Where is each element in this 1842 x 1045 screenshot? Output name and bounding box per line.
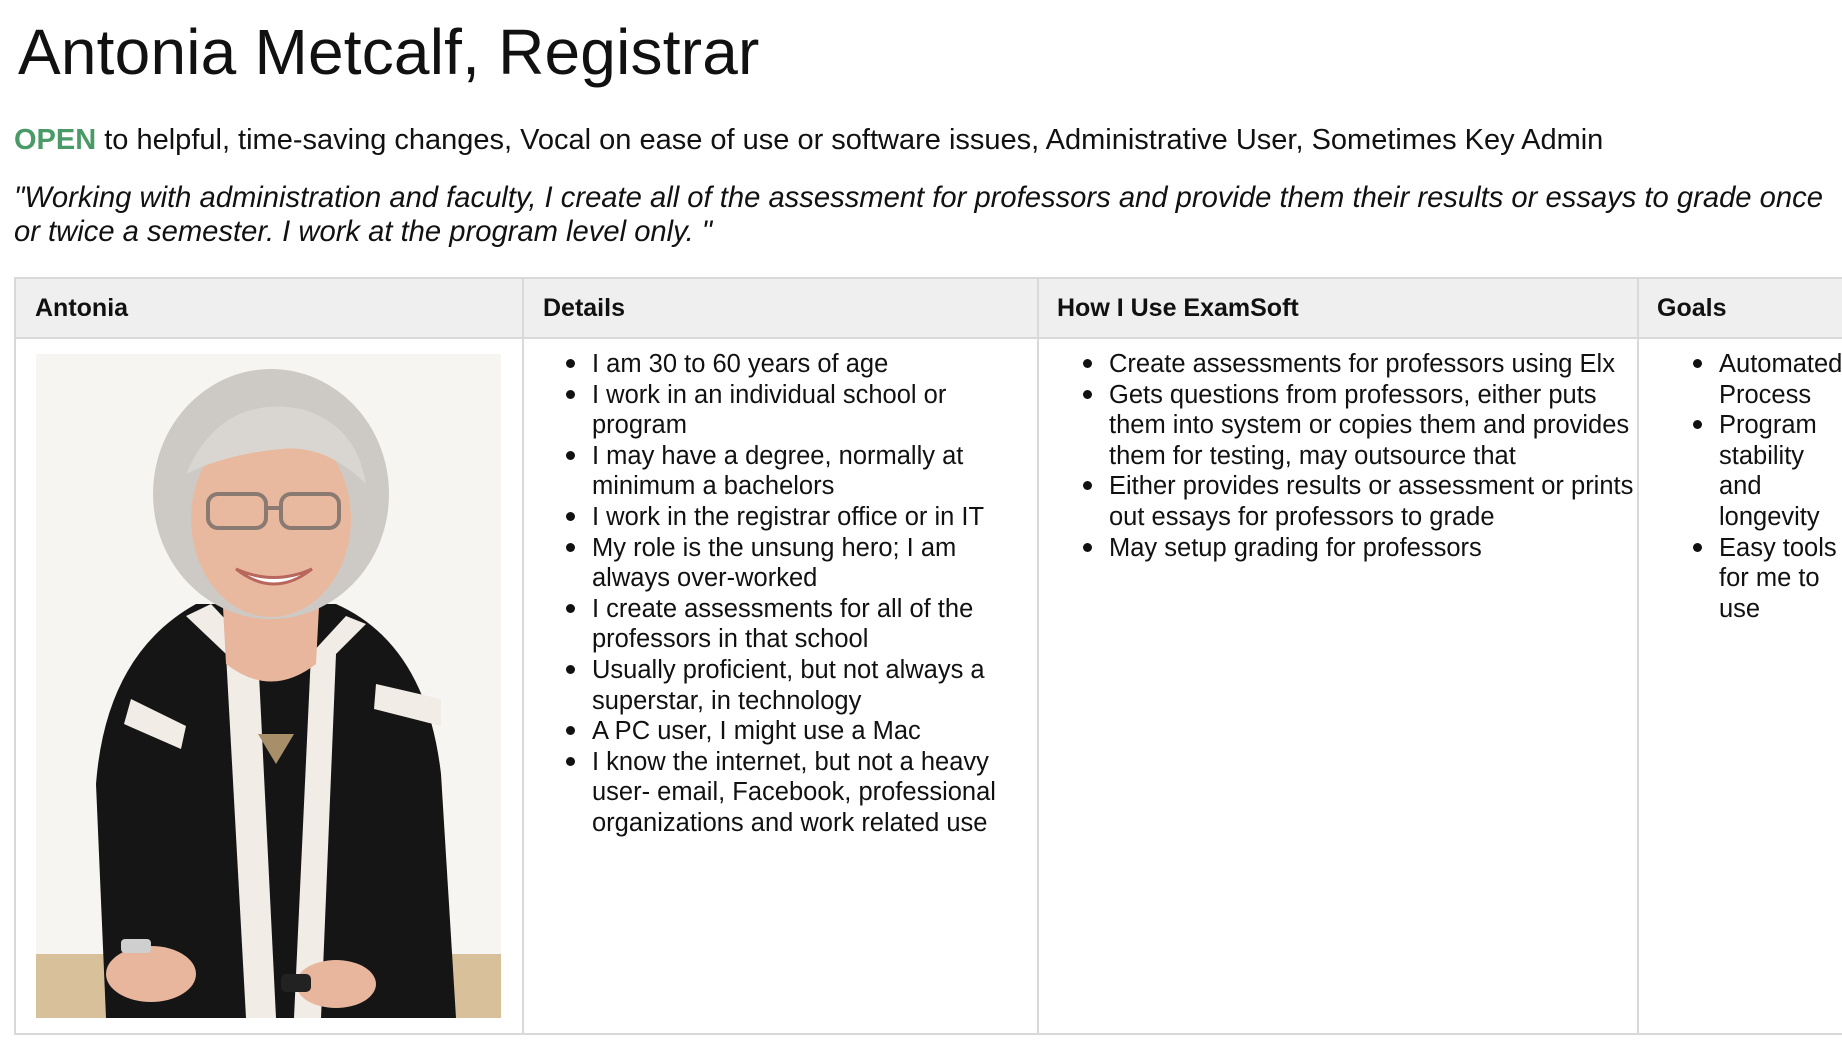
- list-item: Create assessments for professors using Elx: [1109, 349, 1634, 380]
- usage-column-header: How I Use ExamSoft: [1039, 279, 1637, 339]
- list-item: May setup grading for professors: [1109, 533, 1634, 564]
- list-item: I know the internet, but not a heavy user- email, Facebook, professional organizations and work related use: [592, 747, 1032, 839]
- list-item: My role is the unsung hero; I am always over-worked: [592, 533, 1032, 594]
- goals-column-header: Goals: [1639, 279, 1842, 339]
- details-list: [592, 349, 1032, 839]
- traits-text: to helpful, time-saving changes, Vocal on ease of use or software issues, Administrative User, Sometimes Key Admin: [96, 124, 1604, 156]
- open-keyword: OPEN: [14, 124, 97, 156]
- list-item: A PC user, I might use a Mac: [592, 716, 1032, 747]
- usage-list: [1109, 349, 1634, 563]
- list-item: I create assessments for all of the professors in that school: [592, 594, 1032, 655]
- usage-column: [1039, 279, 1639, 1033]
- persona-quote: "Working with administration and faculty, I create all of the assessment for professors and provide them their results or essays to grade once or twice a semester. I work at the program level only. ": [14, 182, 1823, 248]
- goals-list: [1719, 349, 1842, 624]
- persona-column-header: Antonia: [16, 279, 522, 339]
- list-item: Gets questions from professors, either puts them into system or copies them and provides them for testing, may outsource that: [1109, 380, 1634, 472]
- goals-column: [1639, 279, 1842, 1033]
- details-column-header: Details: [524, 279, 1037, 339]
- persona-column: [16, 279, 524, 1033]
- list-item: I work in an individual school or program: [592, 380, 1032, 441]
- list-item: Usually proficient, but not always a superstar, in technology: [592, 655, 1032, 716]
- persona-photo: [36, 354, 501, 1018]
- details-column: [524, 279, 1039, 1033]
- list-item: Either provides results or assessment or prints out essays for professors to grade: [1109, 472, 1634, 531]
- persona-traits: [14, 120, 1603, 160]
- list-item: Automated Process: [1719, 350, 1842, 409]
- list-item: Program stability and longevity: [1719, 410, 1842, 532]
- list-item: I work in the registrar office or in IT: [592, 502, 1032, 533]
- list-item: Easy tools for me to use: [1719, 533, 1842, 625]
- persona-table: [14, 277, 1842, 1035]
- list-item: I am 30 to 60 years of age: [592, 349, 1032, 380]
- page-title: Antonia Metcalf, Registrar: [18, 16, 760, 88]
- list-item: I may have a degree, normally at minimum a bachelors: [592, 441, 1032, 502]
